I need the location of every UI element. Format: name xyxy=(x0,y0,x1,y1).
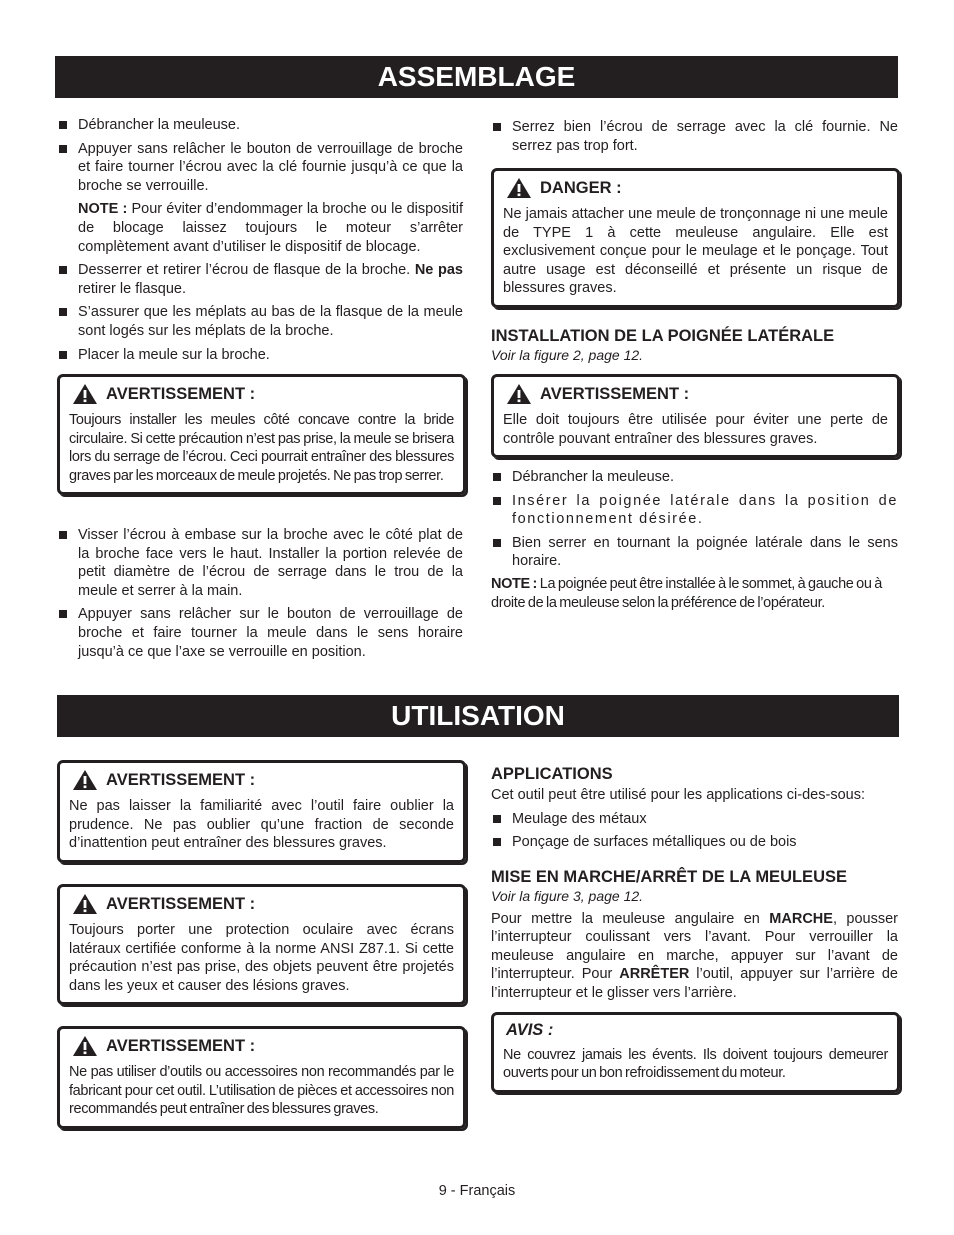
list-item: Insérer la poignée latérale dans la position de fonctionnement désirée. xyxy=(491,492,898,529)
danger-box xyxy=(491,168,900,308)
bullet-list xyxy=(491,810,898,852)
section-banner-utilisation: UTILISATION xyxy=(57,695,899,737)
warning-text: Toujours installer les meules côté concave contre la bride circulaire. Si cette précaution n’est pas prise, la meule se brisera lors du serrage de l’écrou. Ceci pourrait entraîner des blessures graves par les morceaux de meule projetés. Ne pas trop serrer. xyxy=(69,412,454,484)
bullet-list xyxy=(57,116,463,195)
warning-triangle-icon xyxy=(72,1035,98,1057)
warning-triangle-icon xyxy=(72,893,98,915)
applications-section xyxy=(491,764,898,857)
bullet-list xyxy=(491,118,898,155)
figure-reference: Voir la figure 3, page 12. xyxy=(491,888,644,904)
danger-text: Ne jamais attacher une meule de tronçonnage ni une meule de TYPE 1 à cette meuleuse angulaire. Elle est exclusivement conçue pour le meulage et le ponçage. Tout autre usage est déconseillé et présente un risque de blessures graves. xyxy=(503,206,888,297)
list-item: Visser l’écrou à embase sur la broche avec le côté plat de la broche face vers le haut. Installer la portion relevée de petit diamètre de l’écrou de serrage dans le trou de la meule et serrer à la main. xyxy=(57,526,463,600)
warning-box xyxy=(57,374,466,495)
section-heading: APPLICATIONS xyxy=(491,765,613,783)
warning-text: Elle doit toujours être utilisée pour éviter une perte de contrôle pouvant entraîner des blessures graves. xyxy=(503,412,888,447)
warning-triangle-icon xyxy=(72,769,98,791)
list-item: Ponçage de surfaces métalliques ou de bois xyxy=(491,833,898,852)
warning-text: Ne pas utiliser d’outils ou accessoires non recommandés par le fabricant pour cet outil. L’utilisation de pièces et accessoires non recommandés peut entraîner des blessures graves. xyxy=(69,1064,454,1118)
note-paragraph: NOTE : Pour éviter d’endommager la broche ou le dispositif de blocage laissez toujours le moteur s’arrêter complètement avant d’utiliser le dispositif de blocage. xyxy=(78,201,464,255)
marche-section xyxy=(491,867,898,1003)
list-item: Placer la meule sur la broche. xyxy=(57,346,463,365)
bullet-list xyxy=(57,261,463,364)
figure-reference: Voir la figure 2, page 12. xyxy=(491,347,644,363)
applications-intro: Cet outil peut être utilisé pour les applications ci-des-sous: xyxy=(491,787,865,803)
list-item: Appuyer sans relâcher le bouton de verrouillage de broche et faire tourner l’écrou avec la clé fournie jusqu’à ce que la broche se verrouille. xyxy=(57,140,463,196)
poignee-section xyxy=(491,326,898,365)
list-item: Desserrer et retirer l’écrou de flasque de la broche. Ne pas retirer le flasque. xyxy=(57,261,463,298)
warning-box xyxy=(57,1026,466,1129)
warning-box xyxy=(57,760,466,863)
page-footer: 9 - Français xyxy=(438,1183,516,1199)
danger-title: DANGER : xyxy=(540,178,622,197)
assemblage-right-column-top xyxy=(491,118,898,160)
warning-title: AVERTISSEMENT : xyxy=(106,894,256,913)
warning-triangle-icon xyxy=(506,177,532,199)
list-item: Débrancher la meuleuse. xyxy=(57,116,463,135)
list-item: Bien serrer en tournant la poignée latérale dans le sens horaire. xyxy=(491,534,898,571)
assemblage-left-column xyxy=(57,116,463,369)
warning-text: Ne pas laisser la familiarité avec l’outil faire oublier la prudence. Ne pas oublier qu’une fraction de seconde d’inattention peut entraîner des blessures graves. xyxy=(69,798,454,852)
avis-box xyxy=(491,1012,900,1093)
warning-triangle-icon xyxy=(72,383,98,405)
warning-title: AVERTISSEMENT : xyxy=(540,384,690,403)
list-item: Appuyer sans relâcher sur le bouton de verrouillage de broche et faire tourner la meule dans le sens horaire jusqu’à ce que l’axe se verrouille en position. xyxy=(57,605,463,661)
warning-title: AVERTISSEMENT : xyxy=(106,384,256,403)
warning-text: Toujours porter une protection oculaire avec écrans latéraux certifiée conforme à la norme ANSI Z87.1. Si cette précaution n’est pas prise, des objets peuvent être projetés dans les yeux et causer des lésions graves. xyxy=(69,922,454,994)
marche-paragraph: Pour mettre la meuleuse angulaire en MARCHE, pousser l’interrupteur coulissant vers l’avant. Pour verrouiller la meuleuse angulaire en marche, appuyer sur l’avant de l’interrupteur. Pour ARRÊTER l’outil, appuyer sur l’arrière de l’interrupteur et le glisser vers l’arrière. xyxy=(491,910,898,1001)
list-item: S’assurer que les méplats au bas de la flasque de la meule sont logés sur les méplats de la broche. xyxy=(57,303,463,340)
avis-title: AVIS : xyxy=(506,1021,554,1039)
poignee-steps xyxy=(491,468,898,612)
warning-triangle-icon xyxy=(506,383,532,405)
warning-title: AVERTISSEMENT : xyxy=(106,770,256,789)
list-item: Débrancher la meuleuse. xyxy=(491,468,898,487)
warning-title: AVERTISSEMENT : xyxy=(106,1036,256,1055)
bullet-list xyxy=(491,468,898,571)
bullet-list xyxy=(57,526,463,661)
list-item: Serrez bien l’écrou de serrage avec la clé fournie. Ne serrez pas trop fort. xyxy=(491,118,898,155)
avis-text: Ne couvrez jamais les évents. Ils doivent toujours demeurer ouverts pour un bon refroidissement du moteur. xyxy=(503,1046,888,1082)
warning-box xyxy=(491,374,900,458)
list-item: Meulage des métaux xyxy=(491,810,898,829)
warning-box xyxy=(57,884,466,1005)
section-heading: MISE EN MARCHE/ARRÊT DE LA MEULEUSE xyxy=(491,868,847,886)
section-heading: INSTALLATION DE LA POIGNÉE LATÉRALE xyxy=(491,327,835,345)
assemblage-left-column-lower xyxy=(57,526,463,666)
note-paragraph: NOTE : La poignée peut être installée à le sommet, à gauche ou à droite de la meuleuse selon la préférence de l’opérateur. xyxy=(491,575,883,611)
section-banner-assemblage: ASSEMBLAGE xyxy=(55,56,898,98)
